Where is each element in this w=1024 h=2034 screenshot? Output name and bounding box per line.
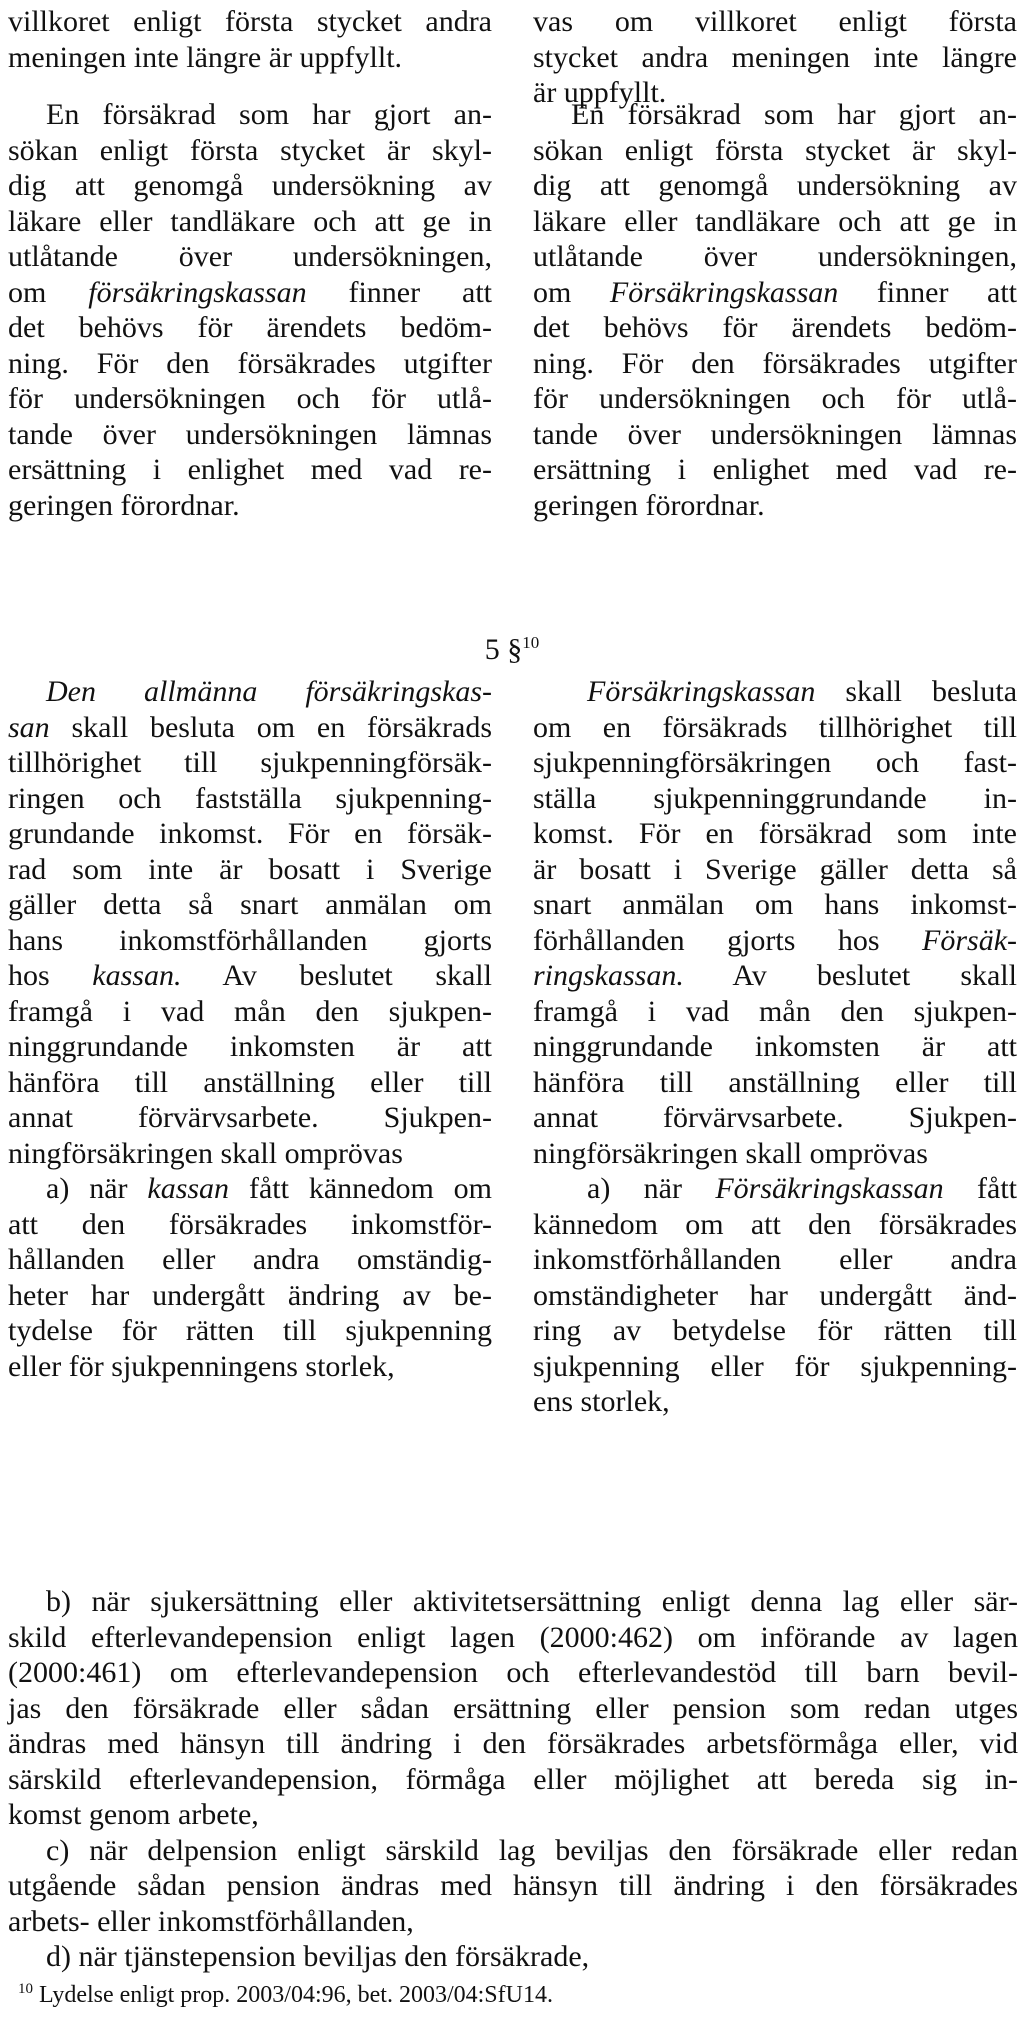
text-line: om försäkringskassan finner att [8, 275, 492, 309]
text-line: är uppfyllt. [533, 76, 667, 109]
text-line: läkare eller tandläkare och att ge in [533, 204, 1017, 238]
text-line: ninggrundande inkomsten är att [8, 1030, 492, 1063]
text-line: ningförsäkringen skall omprövas [533, 1136, 928, 1170]
list-item-d: d) när tjänstepension beviljas den försäkrade, [46, 1940, 590, 1973]
left-paragraph-examination [8, 97, 492, 523]
text-line: annat förvärvsarbete. Sjukpen- [533, 1101, 1017, 1134]
text-line: hos kassan. Av beslutet skall [8, 959, 492, 992]
text-line: villkoret enligt första stycket andra [8, 5, 492, 38]
text-line: heter har undergått ändring av be- [8, 1278, 492, 1312]
text-line: sökan enligt första stycket är skyl- [8, 133, 492, 167]
text-line: är bosatt i Sverige gäller detta så [533, 852, 1017, 886]
text-line: grundande inkomst. För en försäk- [8, 817, 492, 850]
text-line: eller för sjukpenningens storlek, [8, 1349, 395, 1383]
text-line: läkare eller tandläkare och att ge in [8, 204, 492, 238]
text-line: förhållanden gjorts hos Försäk- [533, 923, 1017, 957]
italic-term: Försäkringskassan [609, 275, 839, 309]
text-line: vas om villkoret enligt första [533, 5, 1017, 38]
text-line: om en försäkrads tillhörighet till [533, 710, 1017, 744]
left-section-text [8, 674, 492, 1384]
footnote [18, 1980, 553, 2010]
text-line: ersättning i enlighet med vad re- [8, 453, 492, 486]
list-item-a: a) när Försäkringskassan fått [587, 1172, 1018, 1205]
text-line: ningförsäkringen skall omprövas [8, 1136, 403, 1170]
text-line: Försäkringskassan skall besluta [587, 675, 1018, 708]
text-line: ring av betydelse för rätten till [533, 1314, 1017, 1347]
text-line: det behövs för ärendets bedöm- [533, 311, 1017, 344]
text-line: dig att genomgå undersökning av [533, 169, 1017, 202]
text-line: utgående sådan pension ändras med hänsyn till ändring i den försäkrades [8, 1869, 1018, 1902]
text-line: ersättning i enlighet med vad re- [533, 453, 1017, 486]
right-section-text [533, 674, 1017, 1420]
text-line: att den försäkrades inkomstför- [8, 1207, 492, 1241]
text-line: rad som inte är bosatt i Sverige [8, 852, 492, 886]
text-line: hänföra till anställning eller till [533, 1065, 1017, 1099]
text-line: annat förvärvsarbete. Sjukpen- [8, 1101, 492, 1134]
text-line: san skall besluta om en försäkrads [8, 710, 492, 744]
footnote-number: 10 [18, 1981, 33, 1997]
text-line: Den allmänna försäkringskas- [46, 675, 492, 708]
text-line: tande över undersökningen lämnas [533, 417, 1017, 451]
list-item-c: c) när delpension enligt särskild lag beviljas den försäkrade eller redan [46, 1833, 1018, 1867]
full-width-list [8, 1584, 1018, 1975]
text-line: särskild efterlevandepension, förmåga eller möjlighet att bereda sig in- [8, 1762, 1018, 1796]
text-line: ställa sjukpenninggrundande in- [533, 781, 1017, 815]
text-line: ändras med hänsyn till ändring i den försäkrades arbetsförmåga eller, vid [8, 1727, 1018, 1760]
text-line: för undersökningen och för utlå- [533, 382, 1017, 415]
text-line: gäller detta så snart anmälan om [8, 888, 492, 921]
text-line: framgå i vad mån den sjukpen- [533, 994, 1017, 1028]
text-line: ens storlek, [533, 1385, 670, 1418]
left-column-intro [8, 4, 492, 75]
text-line: för undersökningen och för utlå- [8, 382, 492, 415]
text-line: hänföra till anställning eller till [8, 1065, 492, 1099]
footnote-reference: 10 [522, 633, 540, 652]
text-line: skild efterlevandepension enligt lagen (2000:462) om införande av lagen [8, 1620, 1018, 1654]
text-line: jas den försäkrade eller sådan ersättning eller pension som redan utges [8, 1691, 1018, 1725]
text-line: dig att genomgå undersökning av [8, 169, 492, 202]
section-heading [0, 632, 1024, 668]
text-line: det behövs för ärendets bedöm- [8, 311, 492, 344]
text-line: kännedom om att den försäkrades [533, 1207, 1017, 1241]
footnote-text: Lydelse enligt prop. 2003/04:96, bet. 2003/04:SfU14. [39, 1982, 553, 2008]
text-line: hållanden eller andra omständig- [8, 1243, 492, 1276]
text-line: En försäkrad som har gjort an- [571, 98, 1017, 131]
text-line: tande över undersökningen lämnas [8, 417, 492, 451]
text-line: arbets- eller inkomstförhållanden, [8, 1904, 414, 1938]
list-item-a: a) när kassan fått kännedom om [46, 1172, 492, 1205]
text-line: ringskassan. Av beslutet skall [533, 959, 1017, 992]
text-line: geringen förordnar. [533, 488, 765, 522]
italic-term: försäkringskassan [88, 275, 307, 309]
text-line: stycket andra meningen inte längre [533, 40, 1017, 74]
text-line: geringen förordnar. [8, 488, 240, 522]
text-line: omständigheter har undergått änd- [533, 1278, 1017, 1312]
text-line: utlåtande över undersökningen, [8, 240, 492, 273]
text-line: inkomstförhållanden eller andra [533, 1243, 1017, 1276]
text-line: komst. För en försäkrad som inte [533, 817, 1017, 850]
text-line: sökan enligt första stycket är skyl- [533, 133, 1017, 167]
section-number: 5 [484, 633, 500, 666]
text-line: sjukpenningförsäkringen och fast- [533, 746, 1017, 779]
text-line: utlåtande över undersökningen, [533, 240, 1017, 273]
text-line: komst genom arbete, [8, 1798, 259, 1831]
text-line: ringen och fastställa sjukpenning- [8, 781, 492, 815]
list-item-b: b) när sjukersättning eller aktivitetsersättning enligt denna lag eller sär- [46, 1585, 1018, 1618]
right-column-intro [533, 4, 1017, 111]
text-line: (2000:461) om efterlevandepension och efterlevandestöd till barn bevil- [8, 1656, 1018, 1689]
text-line: hans inkomstförhållanden gjorts [8, 923, 492, 957]
text-line: ning. För den försäkrades utgifter [533, 346, 1017, 380]
text-line: sjukpenning eller för sjukpenning- [533, 1349, 1017, 1383]
text-line: meningen inte längre är uppfyllt. [8, 40, 403, 74]
text-line: tydelse för rätten till sjukpenning [8, 1314, 492, 1347]
text-line: ning. För den försäkrades utgifter [8, 346, 492, 380]
section-symbol: § [507, 633, 523, 666]
right-paragraph-examination [533, 97, 1017, 523]
text-line: ninggrundande inkomsten är att [533, 1030, 1017, 1063]
text-line: framgå i vad mån den sjukpen- [8, 994, 492, 1028]
text-line: om Försäkringskassan finner att [533, 275, 1017, 309]
text-line: En försäkrad som har gjort an- [46, 98, 492, 131]
text-line: snart anmälan om hans inkomst- [533, 888, 1017, 921]
text-line: tillhörighet till sjukpenningförsäk- [8, 746, 492, 779]
